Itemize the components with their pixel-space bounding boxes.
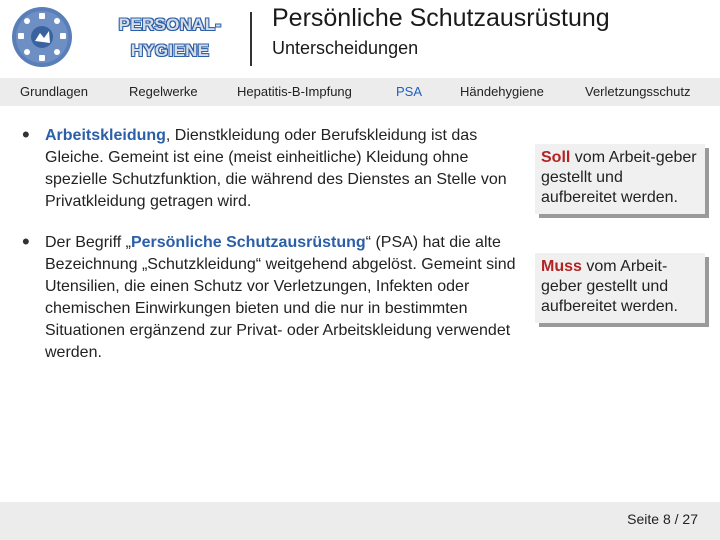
- keyword-soll: Soll: [541, 149, 571, 166]
- brand-line-1: PERSONAL-: [118, 15, 222, 34]
- nav-item-regelwerke[interactable]: Regelwerke: [129, 84, 198, 99]
- paragraph-arbeitskleidung: [45, 125, 535, 213]
- callout-text: vom Arbeit-geber gestellt und aufbereitet werden.: [541, 149, 697, 206]
- callout-text: vom Arbeit-geber gestellt und aufbereitet werden.: [541, 258, 678, 315]
- hygiene-emblem-icon: [10, 5, 74, 69]
- nav-item-haendehygiene[interactable]: Händehygiene: [460, 84, 544, 99]
- slide-footer: [0, 502, 720, 540]
- brand-line-2: HYGIENE: [130, 41, 210, 60]
- bullet-marker: •: [22, 229, 30, 254]
- term-arbeitskleidung: Arbeitskleidung: [45, 127, 166, 144]
- keyword-muss: Muss: [541, 258, 582, 275]
- page-subtitle: Unterscheidungen: [272, 38, 419, 58]
- bullet-marker: •: [22, 122, 30, 147]
- nav-item-verletzungsschutz[interactable]: Verletzungsschutz: [585, 84, 691, 99]
- section-nav: [0, 78, 720, 106]
- callout-muss: [535, 253, 705, 323]
- term-psa: Persönliche Schutzausrüstung: [130, 234, 366, 251]
- nav-item-hepatitis-b-impfung[interactable]: Hepatitis-B-Impfung: [237, 84, 352, 99]
- callout-soll: [535, 144, 705, 214]
- header-divider: [250, 12, 252, 66]
- paragraph-text: “ (PSA) hat die alte Bezeichnung „Schutzkleidung“ weitgehend abgelöst. Gemeint sind Utensilien, die einen Schutz vor Verletzungen, Infekten oder chemischen Einwirkungen bieten und die nur in bestimmten Situationen ergänzend zur Privat- oder Arbeitskleidung verwendet werden.: [45, 234, 516, 361]
- slide-header: [0, 0, 720, 75]
- nav-item-psa[interactable]: PSA: [396, 84, 423, 99]
- paragraph-psa: [45, 232, 535, 364]
- paragraph-text: , Dienstkleidung oder Berufskleidung ist das Gleiche. Gemeint ist eine (meist einheitliche) Kleidung ohne spezielle Schutzfunktion, die während des Dienstes an Stelle von Privatkleidung getragen wird.: [45, 127, 507, 210]
- paragraph-prefix: Der Begriff „: [45, 234, 131, 251]
- nav-item-grundlagen[interactable]: Grundlagen: [20, 84, 88, 99]
- brand-wordmark: [100, 12, 240, 64]
- page-number: Seite 8 / 27: [627, 511, 698, 527]
- page-title: Persönliche Schutzausrüstung: [272, 4, 610, 32]
